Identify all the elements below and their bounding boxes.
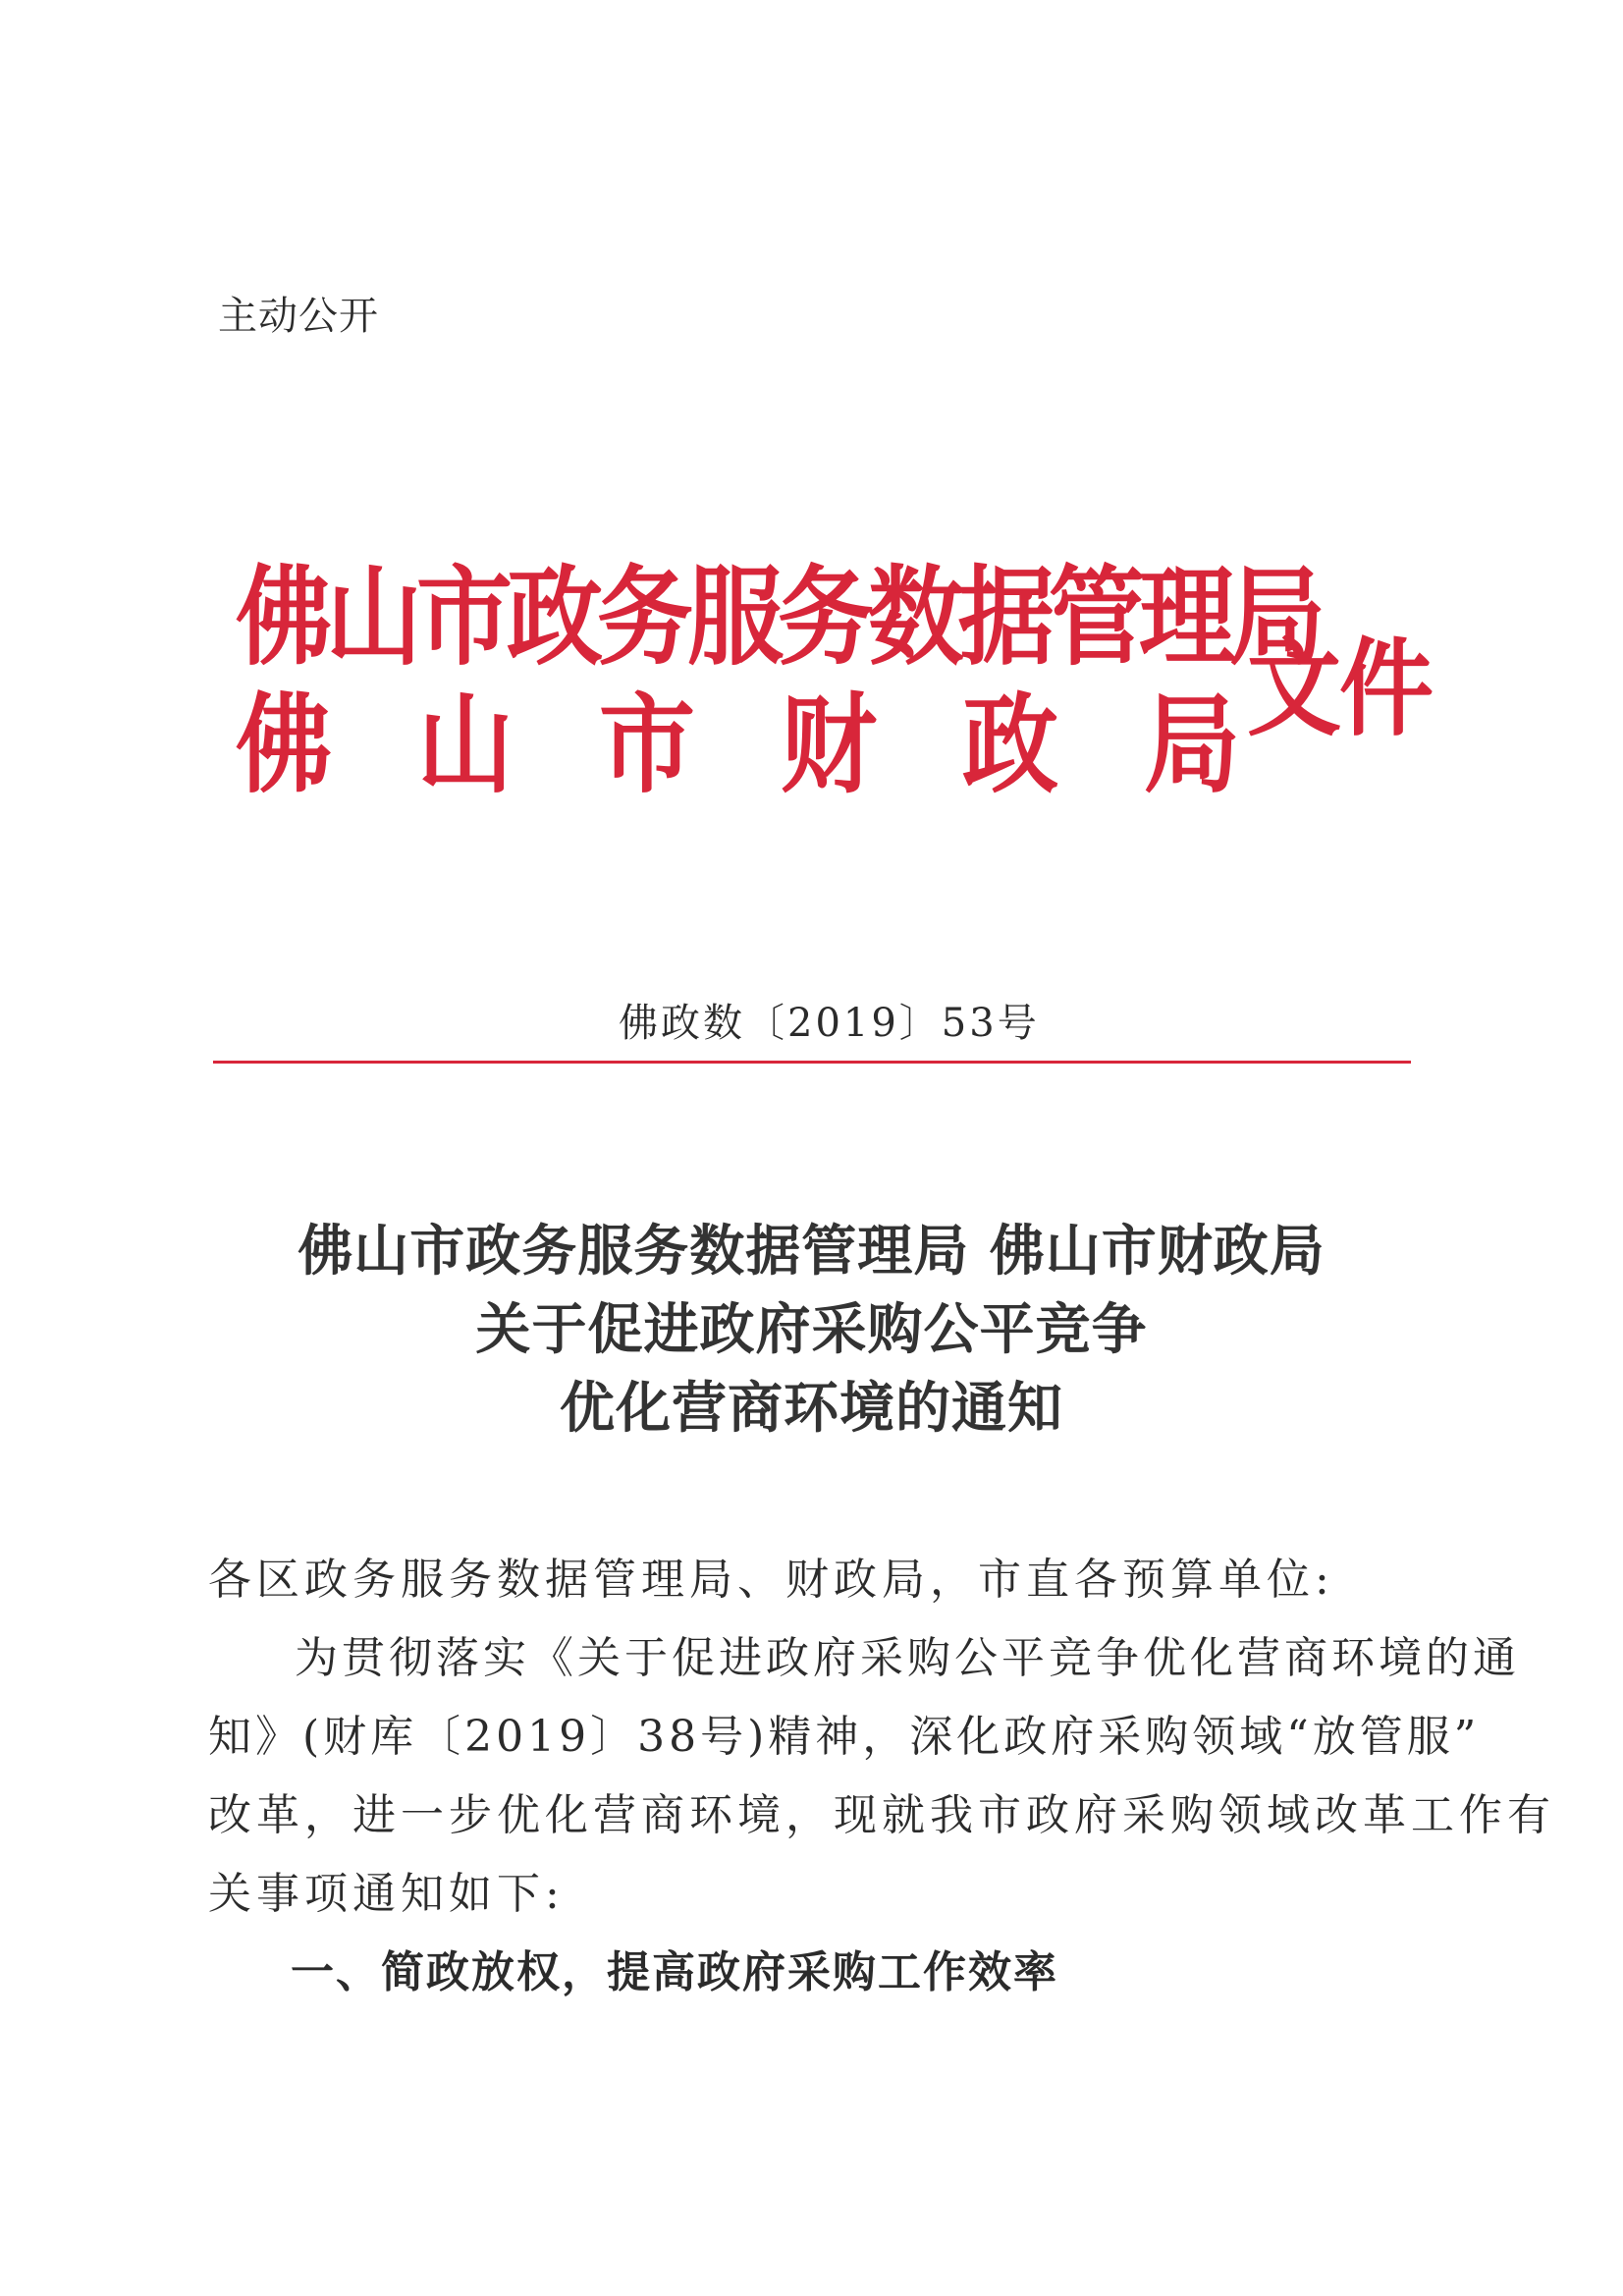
section-heading: 一、简政放权，提高政府采购工作效率 [291, 1947, 1058, 1997]
document-title-line-2: 关于促进政府采购公平竞争 [475, 1297, 1148, 1362]
document-title-line-1: 佛山市政务服务数据管理局 佛山市财政局 [298, 1219, 1325, 1284]
disclosure-label: 主动公开 [218, 294, 379, 339]
paragraph-line: 为贯彻落实《关于促进政府采购公平竞争优化营商环境的通 [295, 1633, 1520, 1683]
issuer-name-finance-bureau: 佛山市财政局 [236, 683, 1326, 809]
document-suffix: 文件 [1247, 627, 1432, 751]
document-title-line-3: 优化营商环境的通知 [560, 1376, 1063, 1441]
salutation: 各区政务服务数据管理局、财政局，市直各预算单位: [208, 1555, 1334, 1605]
paragraph-line: 改革，进一步优化营商环境，现就我市政府采购领域改革工作有 [208, 1790, 1555, 1840]
issuer-name-data-bureau: 佛山市政务服务数据管理局 [236, 555, 1321, 682]
document-number: 佛政数〔2019〕53号 [619, 1001, 1040, 1046]
red-divider [213, 1061, 1411, 1064]
paragraph-line: 关事项通知如下: [208, 1869, 565, 1919]
paragraph-line: 知》(财库〔2019〕38号)精神，深化政府采购领域“放管服” [208, 1712, 1481, 1762]
